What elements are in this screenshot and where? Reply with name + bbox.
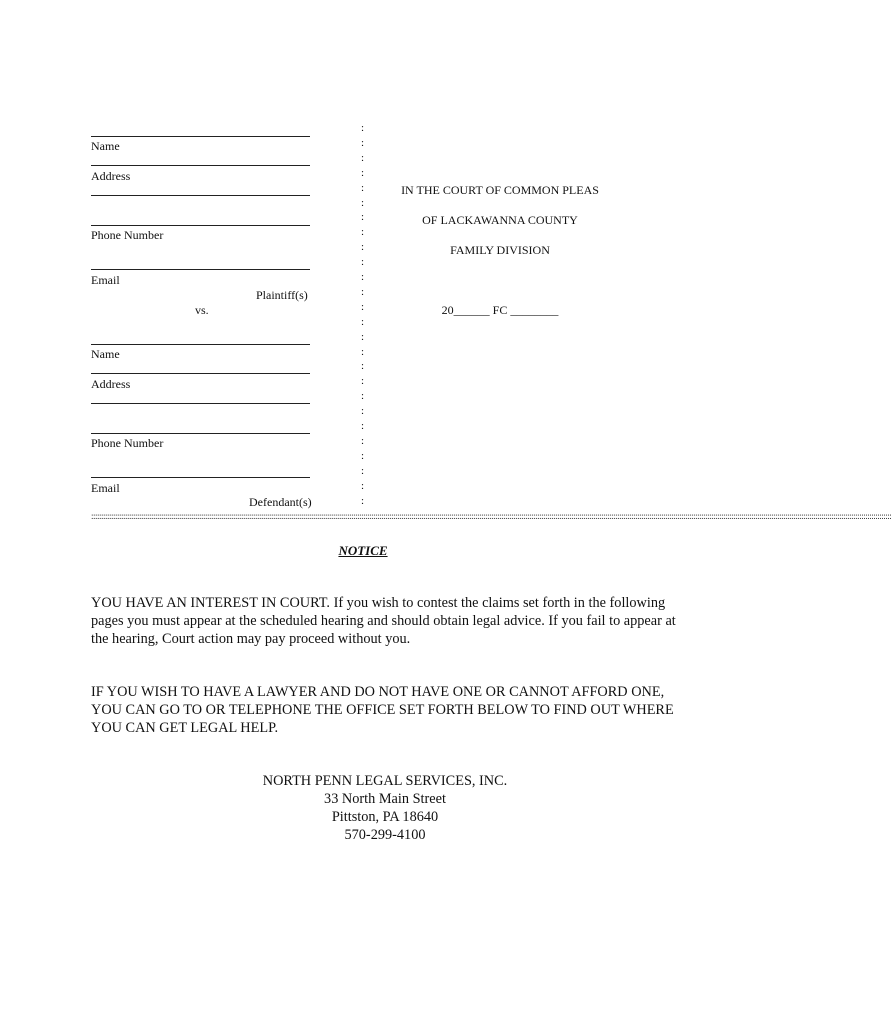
colon-mark: : bbox=[361, 434, 365, 447]
colon-mark: : bbox=[361, 420, 365, 432]
colon-mark: : bbox=[361, 375, 365, 388]
colon-mark: : bbox=[361, 181, 365, 194]
defendant-name-line[interactable] bbox=[91, 344, 310, 345]
plaintiff-phone-label: Phone Number bbox=[91, 228, 164, 242]
colon-mark: : bbox=[361, 151, 365, 164]
defendant-email-line[interactable] bbox=[91, 477, 310, 478]
colon-mark: : bbox=[361, 360, 365, 373]
colon-mark: : bbox=[361, 300, 365, 313]
colon-mark: : bbox=[361, 211, 365, 224]
colon-mark: : bbox=[361, 464, 365, 477]
defendant-phone-line[interactable] bbox=[91, 433, 310, 434]
court-line-2: OF LACKAWANNA COUNTY bbox=[422, 213, 578, 227]
colon-mark: : bbox=[361, 390, 365, 403]
notice-heading: NOTICE bbox=[338, 543, 388, 558]
colon-mark: : bbox=[361, 330, 365, 343]
colon-mark: : bbox=[361, 241, 365, 254]
colon-mark: : bbox=[361, 345, 365, 358]
legal-services-name: NORTH PENN LEGAL SERVICES, INC. bbox=[262, 773, 508, 789]
plaintiff-address-line-2[interactable] bbox=[91, 195, 310, 196]
defendant-address-label: Address bbox=[91, 377, 131, 391]
defendant-name-label: Name bbox=[91, 347, 120, 361]
colon-mark: : bbox=[361, 449, 365, 462]
defendant-address-line-1[interactable] bbox=[91, 373, 310, 374]
colon-mark: : bbox=[361, 166, 365, 179]
colon-mark: : bbox=[361, 479, 365, 492]
notice-paragraph-1: YOU HAVE AN INTEREST IN COURT. If you wish to contest the claims set forth in the following pages you must appear at the scheduled hearing and should obtain legal advice. If you fail to appear at the hearing, Court action may pay proceed without you. bbox=[91, 595, 676, 647]
plaintiff-name-line[interactable] bbox=[91, 136, 310, 137]
colon-mark: : bbox=[361, 196, 365, 209]
colon-mark: : bbox=[361, 271, 365, 283]
plaintiff-email-line[interactable] bbox=[91, 269, 310, 270]
colon-mark: : bbox=[361, 315, 365, 328]
plaintiff-phone-line[interactable] bbox=[91, 225, 310, 226]
plaintiff-name-label: Name bbox=[91, 139, 120, 153]
court-line-1: IN THE COURT OF COMMON PLEAS bbox=[401, 183, 599, 197]
defendant-address-line-2[interactable] bbox=[91, 403, 310, 404]
defendant-role-label: Defendant(s) bbox=[249, 495, 312, 509]
defendant-email-label: Email bbox=[91, 481, 120, 495]
colon-mark: : bbox=[361, 405, 365, 418]
court-line-3: FAMILY DIVISION bbox=[450, 243, 550, 257]
colon-mark: : bbox=[361, 226, 365, 239]
plaintiff-address-line-1[interactable] bbox=[91, 165, 310, 166]
plaintiff-role-label: Plaintiff(s) bbox=[256, 288, 308, 302]
legal-services-phone[interactable]: 570-299-4100 bbox=[344, 827, 426, 843]
colon-mark: : bbox=[361, 256, 365, 269]
caption-separator: :::::::::::::::::::::::::::::::::::::::::::::::::::::::::::::::::::::::::::::::::::::::::::::::::::::::::::::::::::::::::::::::::::::::::::::::::::::::::::::::::::::::::::::::::::::::::::::::::::::::::::::::::::::::::::::::::::::::::::::::::::::::::::::::::::::::::::::::::::::::::::::::::::::::::::::::::::::::::::::::::::::::::::::::::::::::::::::::::::::::::::::::::::::::::::::::::::::::::::::::: bbox=[91, 511, 891, 521]
colon-mark: : bbox=[361, 494, 365, 507]
notice-paragraph-2: IF YOU WISH TO HAVE A LAWYER AND DO NOT HAVE ONE OR CANNOT AFFORD ONE, YOU CAN GO TO OR TELEPHONE THE OFFICE SET FORTH BELOW TO FIND OUT WHERE YOU CAN GET LEGAL HELP. bbox=[91, 684, 674, 736]
colon-mark: : bbox=[361, 136, 365, 149]
colon-mark: : bbox=[361, 285, 365, 298]
versus-label: vs. bbox=[195, 303, 209, 317]
defendant-phone-label: Phone Number bbox=[91, 436, 164, 450]
legal-services-street: 33 North Main Street bbox=[324, 791, 446, 807]
legal-services-city: Pittston, PA 18640 bbox=[331, 809, 439, 825]
plaintiff-email-label: Email bbox=[91, 273, 120, 287]
plaintiff-address-label: Address bbox=[91, 169, 131, 183]
colon-mark: : bbox=[361, 122, 365, 134]
docket-number[interactable]: 20______ FC ________ bbox=[441, 303, 559, 317]
